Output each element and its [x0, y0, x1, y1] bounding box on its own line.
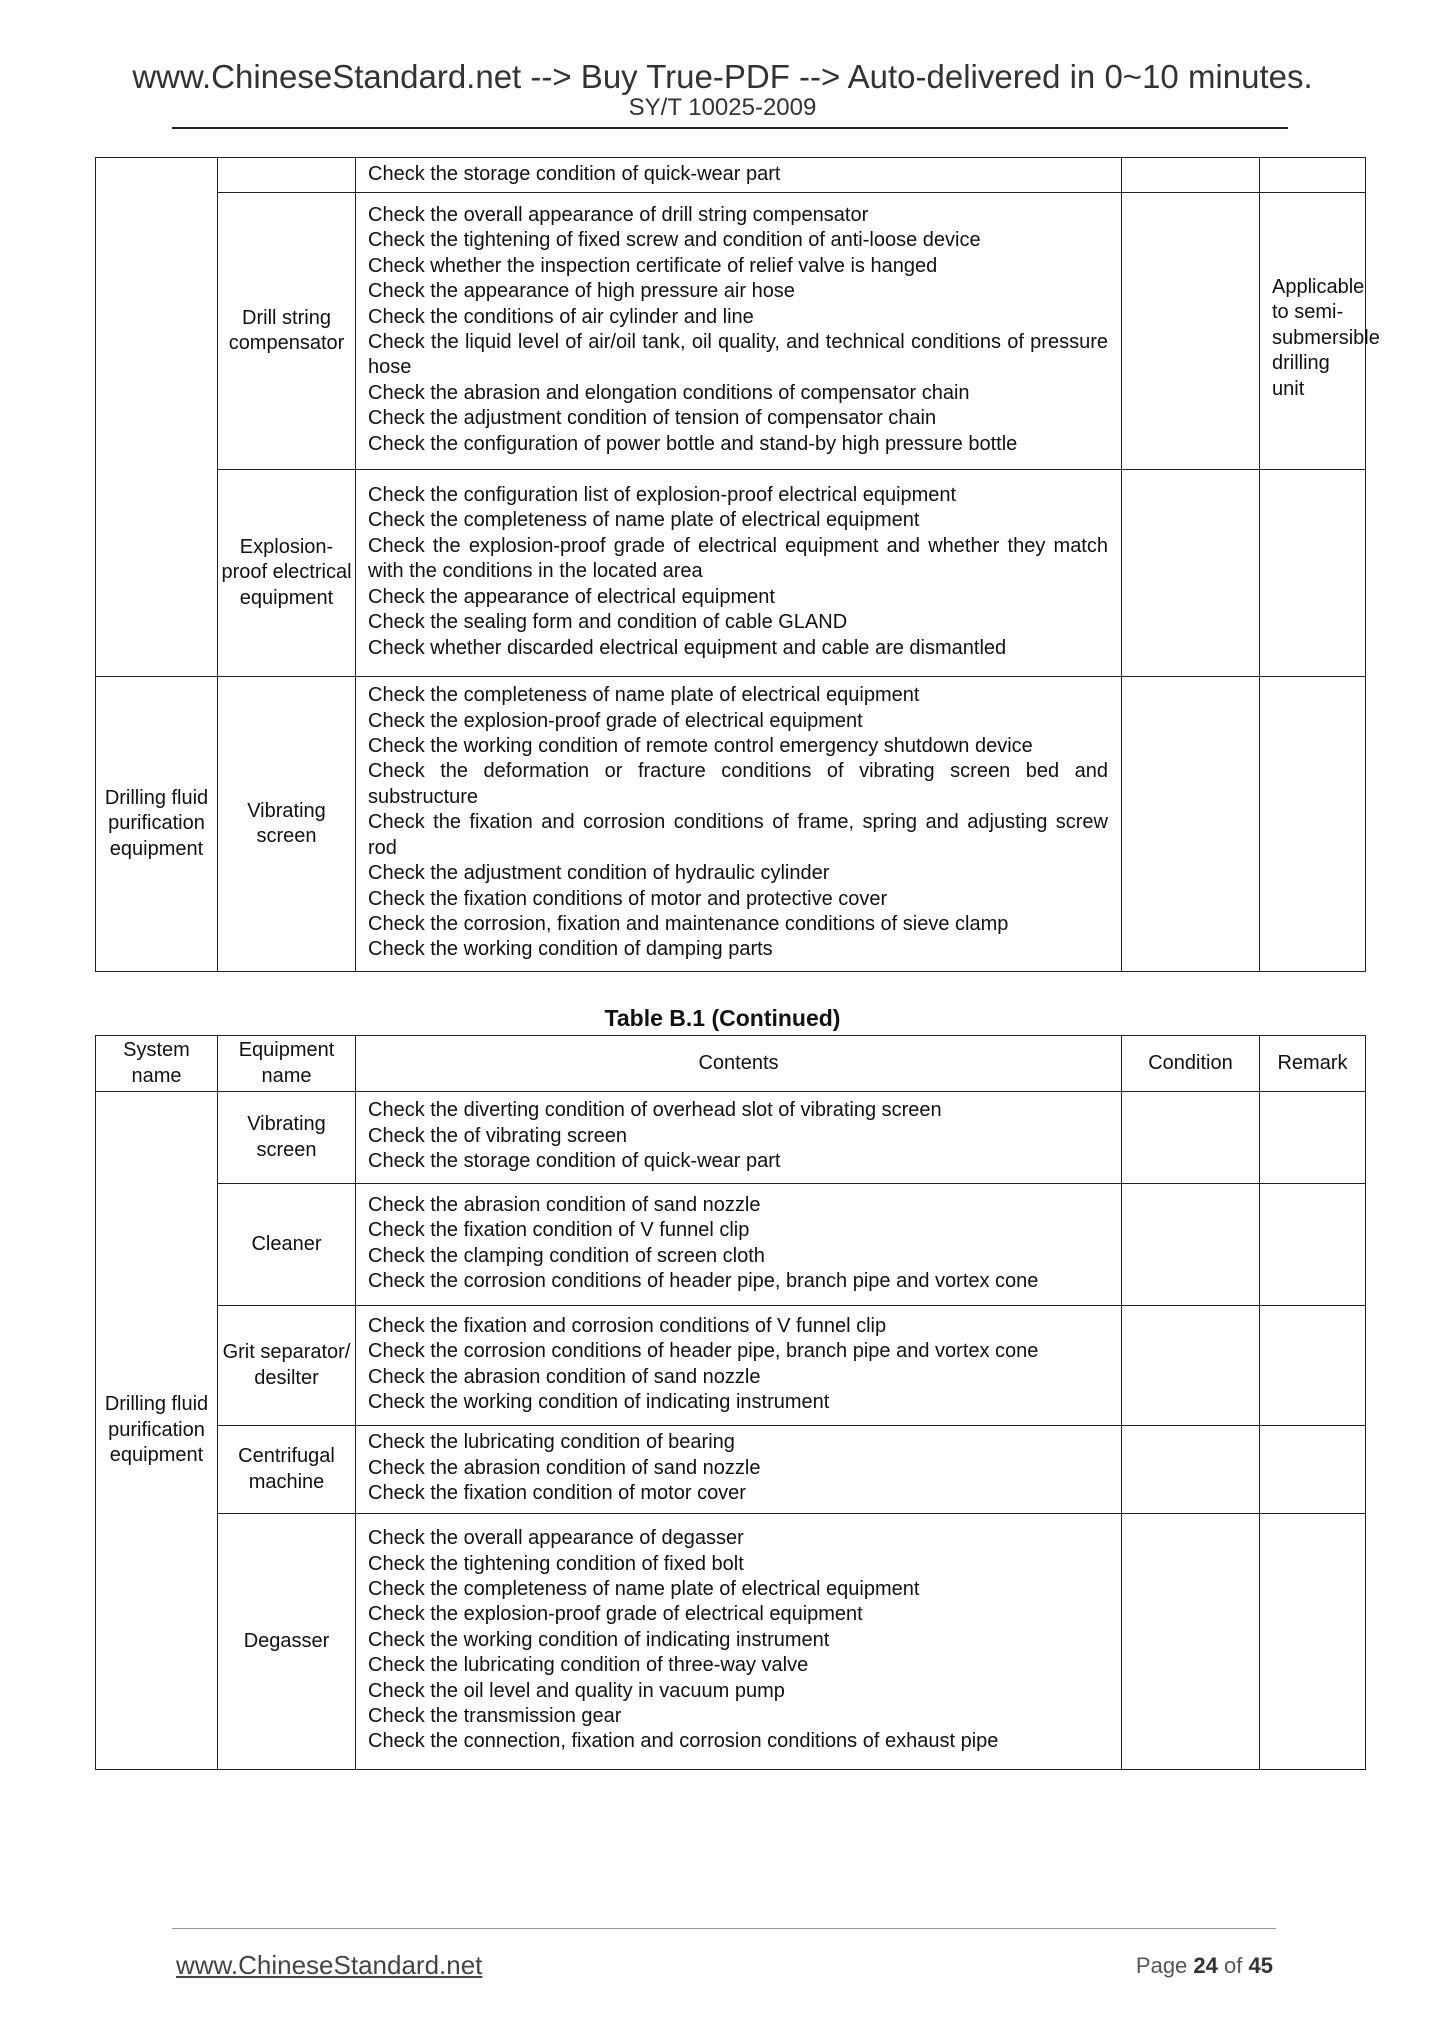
column-header-condition: Condition — [1122, 1036, 1260, 1092]
check-item: Check the clamping condition of screen cloth — [368, 1244, 765, 1267]
check-item: Check the appearance of high pressure air hose — [368, 280, 795, 303]
column-header-system: System name — [96, 1036, 218, 1092]
check-item: Check the fixation and corrosion conditions of V funnel clip — [368, 1314, 887, 1337]
inspection-table-part1 — [95, 157, 1380, 972]
equipment-name: Grit separator/ desilter — [222, 1341, 351, 1389]
check-item: Check the fixation condition of motor cover — [368, 1482, 746, 1505]
equipment-cell — [218, 470, 356, 677]
condition-cell — [1122, 677, 1260, 972]
table-row — [96, 1184, 1366, 1306]
check-item: Check the of vibrating screen — [368, 1124, 628, 1147]
check-item: Check the fixation condition of V funnel clip — [368, 1219, 750, 1242]
standard-number: SY/T 10025-2009 — [628, 94, 817, 121]
contents-cell — [356, 1092, 1122, 1184]
check-item: Check the oil level and quality in vacuum pump — [368, 1679, 785, 1702]
system-cell — [96, 1092, 218, 1770]
check-item: Check the overall appearance of degasser — [368, 1527, 744, 1550]
check-item: Check the tightening of fixed screw and condition of anti-loose device — [368, 229, 981, 252]
equipment-name: Drill string compensator — [228, 306, 345, 354]
equipment-name: Vibrating screen — [247, 1113, 326, 1161]
equipment-cell — [218, 1514, 356, 1770]
check-item: Check the transmission gear — [368, 1705, 622, 1728]
table-row — [96, 470, 1366, 677]
check-item: Check the lubricating condition of bearing — [368, 1431, 735, 1454]
header-banner: www.ChineseStandard.net --> Buy True-PDF --> Auto-delivered in 0~10 minutes. — [132, 58, 1313, 95]
equipment-name: Cleaner — [251, 1232, 322, 1255]
footer-link[interactable]: www.ChineseStandard.net — [176, 1950, 483, 1980]
equipment-cell — [218, 1184, 356, 1306]
check-item: Check the explosion-proof grade of electrical equipment — [368, 1603, 863, 1626]
equipment-cell — [218, 1306, 356, 1426]
check-item: Check the working condition of remote control emergency shutdown device — [368, 735, 1033, 758]
header-divider — [172, 127, 1288, 129]
check-item: Check the configuration list of explosion-proof electrical equipment — [368, 484, 957, 507]
check-item: Check the abrasion condition of sand nozzle — [368, 1365, 761, 1388]
table-row — [96, 1514, 1366, 1770]
contents-cell — [356, 470, 1122, 677]
check-item: Check the sealing form and condition of cable GLAND — [368, 611, 848, 634]
footer-divider — [172, 1928, 1276, 1929]
contents-cell — [356, 1306, 1122, 1426]
remark-cell — [1260, 158, 1366, 193]
contents-cell — [356, 1426, 1122, 1514]
check-item: Check the adjustment condition of hydraulic cylinder — [368, 862, 830, 885]
check-item: Check the abrasion and elongation conditions of compensator chain — [368, 381, 970, 404]
contents-cell — [356, 193, 1122, 470]
remark-cell — [1260, 1184, 1366, 1306]
check-item: Check the abrasion condition of sand nozzle — [368, 1193, 761, 1216]
equipment-cell-empty — [218, 158, 356, 193]
condition-cell — [1122, 1092, 1260, 1184]
equipment-name: Vibrating screen — [247, 799, 326, 847]
check-item: Check the appearance of electrical equipment — [368, 585, 775, 608]
check-item: Check the storage condition of quick-wear part — [368, 1150, 781, 1173]
check-item: Check the liquid level of air/oil tank, oil quality, and technical conditions of pressure hose — [368, 331, 1108, 379]
equipment-name: Centrifugal machine — [238, 1445, 335, 1493]
page-of: of — [1224, 1953, 1243, 1978]
equipment-name: Degasser — [243, 1629, 330, 1652]
column-header-remark: Remark — [1260, 1036, 1366, 1092]
check-item: Check the explosion-proof grade of electrical equipment and whether they match with the conditions in the located area — [368, 534, 1108, 583]
table-header-row — [96, 1036, 1366, 1092]
page-current: 24 — [1193, 1953, 1218, 1978]
check-item: Check whether the inspection certificate of relief valve is hanged — [368, 254, 938, 277]
system-cell — [96, 677, 218, 972]
check-item: Check the corrosion conditions of header pipe, branch pipe and vortex cone — [368, 1340, 1039, 1363]
column-header-contents: Contents — [356, 1036, 1122, 1092]
table-row — [96, 1306, 1366, 1426]
table-row — [96, 1092, 1366, 1184]
system-name: Drilling fluid purification equipment — [104, 1393, 209, 1467]
check-item: Check the tightening condition of fixed bolt — [368, 1552, 744, 1575]
check-item: Check the corrosion, fixation and maintenance conditions of sieve clamp — [368, 912, 1009, 935]
check-item: Check the working condition of indicating instrument — [368, 1628, 830, 1651]
check-item: Check the working condition of indicating instrument — [368, 1390, 830, 1413]
table-row — [96, 677, 1366, 972]
check-item: Check the conditions of air cylinder and line — [368, 305, 754, 328]
check-item: Check the completeness of name plate of electrical equipment — [368, 684, 920, 707]
check-item: Check the connection, fixation and corrosion conditions of exhaust pipe — [368, 1730, 999, 1753]
inspection-table-part2 — [95, 1035, 1366, 1770]
condition-cell — [1122, 193, 1260, 470]
condition-cell — [1122, 1514, 1260, 1770]
system-cell-empty — [96, 158, 218, 677]
remark-cell — [1260, 677, 1366, 972]
table-caption: Table B.1 (Continued) — [604, 1005, 841, 1031]
column-header-equipment: Equipment name — [218, 1036, 356, 1092]
check-item: Check the lubricating condition of three-way valve — [368, 1654, 809, 1677]
check-item: Check the corrosion conditions of header pipe, branch pipe and vortex cone — [368, 1269, 1039, 1292]
contents-cell — [356, 1184, 1122, 1306]
condition-cell — [1122, 1306, 1260, 1426]
condition-cell — [1122, 1426, 1260, 1514]
remark-cell — [1260, 1092, 1366, 1184]
table-row — [96, 158, 1366, 193]
remark-cell — [1260, 1306, 1366, 1426]
check-item: Check the abrasion condition of sand nozzle — [368, 1456, 761, 1479]
page-total: 45 — [1248, 1953, 1273, 1978]
equipment-name: Explosion-proof electrical equipment — [221, 535, 352, 609]
contents-cell — [356, 1514, 1122, 1770]
contents-cell — [356, 158, 1122, 193]
check-item: Check the explosion-proof grade of electrical equipment — [368, 709, 863, 732]
check-item: Check the overall appearance of drill string compensator — [368, 203, 869, 226]
check-item: Check the adjustment condition of tension of compensator chain — [368, 407, 937, 430]
page-number — [1136, 1953, 1273, 1979]
equipment-cell — [218, 193, 356, 470]
check-item: Check the configuration of power bottle and stand-by high pressure bottle — [368, 432, 1018, 455]
equipment-cell — [218, 1092, 356, 1184]
condition-cell — [1122, 1184, 1260, 1306]
condition-cell — [1122, 470, 1260, 677]
equipment-cell — [218, 1426, 356, 1514]
check-item: Check the fixation conditions of motor and protective cover — [368, 887, 888, 910]
check-item: Check the diverting condition of overhead slot of vibrating screen — [368, 1099, 942, 1122]
condition-cell — [1122, 158, 1260, 193]
contents-cell — [356, 677, 1122, 972]
equipment-cell — [218, 677, 356, 972]
check-item: Check the deformation or fracture conditions of vibrating screen bed and substructure — [368, 760, 1108, 808]
page-prefix: Page — [1135, 1953, 1188, 1978]
check-item: Check the completeness of name plate of electrical equipment — [368, 1577, 920, 1600]
check-item: Check the completeness of name plate of electrical equipment — [368, 509, 920, 532]
check-item: Check the storage condition of quick-wear part — [368, 163, 781, 186]
remark-cell — [1260, 1426, 1366, 1514]
remark-text: Applicable to semi-submersible drilling unit — [1272, 276, 1380, 400]
system-name: Drilling fluid purification equipment — [104, 786, 209, 860]
remark-cell — [1260, 470, 1366, 677]
remark-cell — [1260, 193, 1380, 470]
remark-cell — [1260, 1514, 1366, 1770]
check-item: Check whether discarded electrical equipment and cable are dismantled — [368, 636, 1007, 659]
table-row — [96, 193, 1366, 470]
check-item: Check the working condition of damping parts — [368, 938, 773, 961]
table-row — [96, 1426, 1366, 1514]
check-item: Check the fixation and corrosion conditions of frame, spring and adjusting screw rod — [368, 811, 1108, 859]
